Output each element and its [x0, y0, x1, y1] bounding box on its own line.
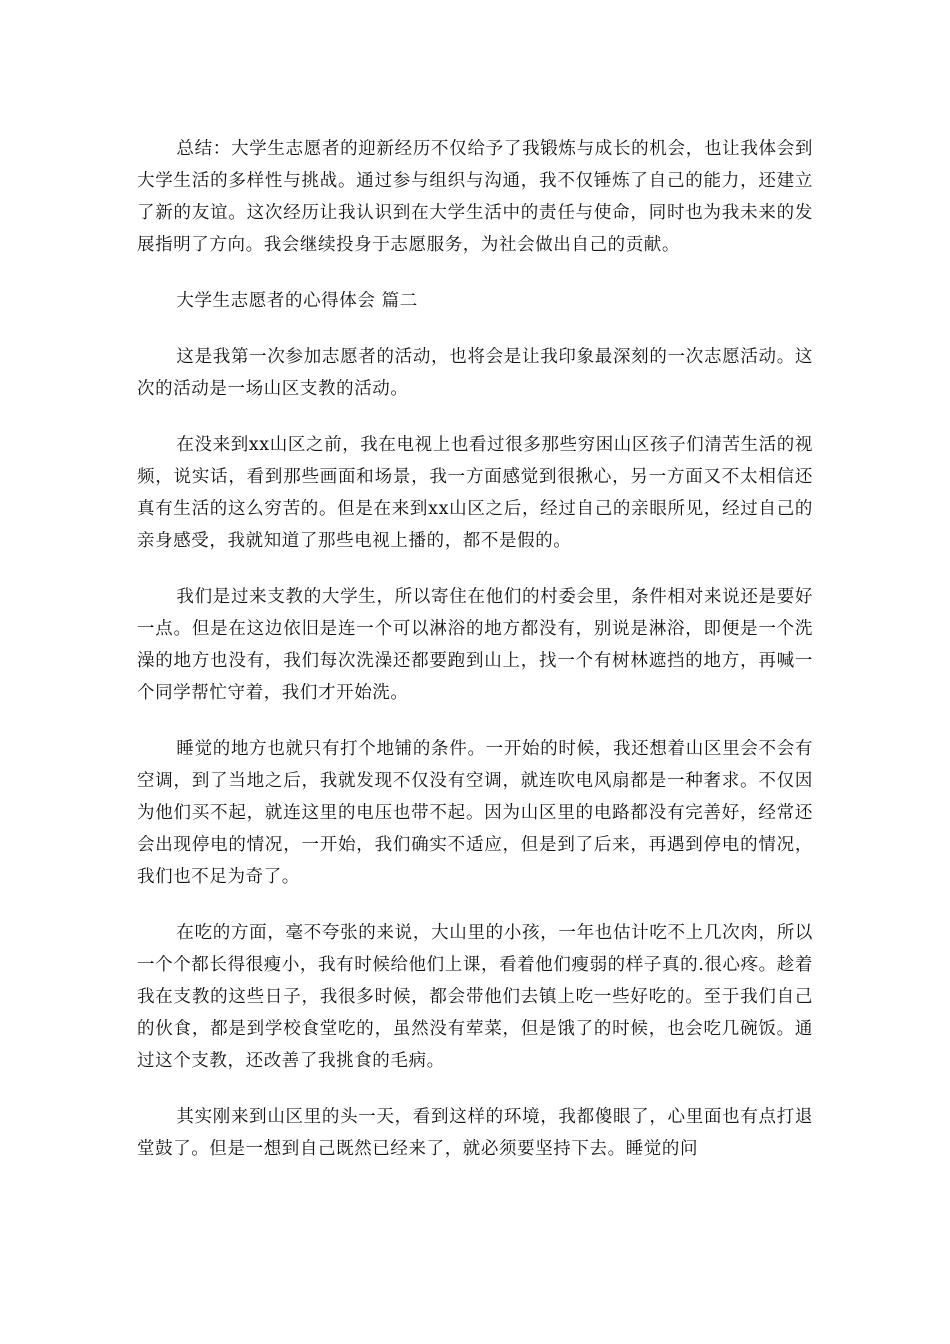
body-paragraph-6: 其实刚来到山区里的头一天，看到这样的环境，我都傻眼了，心里面也有点打退堂鼓了。但是一想到自己既然已经来了，就必须要坚持下去。睡觉的问	[137, 1107, 813, 1159]
body-paragraph-3: 我们是过来支教的大学生，所以寄住在他们的村委会里，条件相对来说还是要好一点。但是在这边依旧是连一个可以淋浴的地方都没有，别说是淋浴，即便是一个洗澡的地方也没有，我们每次洗澡还都要跑到山上，找一个有树林遮挡的地方，再喊一个同学帮忙守着，我们才开始洗。	[137, 587, 813, 703]
document-body	[137, 133, 813, 1165]
summary-paragraph: 总结：大学生志愿者的迎新经历不仅给予了我锻炼与成长的机会，也让我体会到大学生活的多样性与挑战。通过参与组织与沟通，我不仅锤炼了自己的能力，还建立了新的友谊。这次经历让我认识到在大学生活中的责任与使命，同时也为我未来的发展指明了方向。我会继续投身于志愿服务，为社会做出自己的贡献。	[137, 139, 813, 255]
body-paragraph-5: 在吃的方面，毫不夸张的来说，大山里的小孩，一年也估计吃不上几次肉，所以一个个都长得很瘦小，我有时候给他们上课，看着他们瘦弱的样子真的.很心疼。趁着我在支教的这些日子，我很多时候，都会带他们去镇上吃一些好吃的。至于我们自己的伙食，都是到学校食堂吃的，虽然没有荤菜，但是饿了的时候，也会吃几碗饭。通过这个支教，还改善了我挑食的毛病。	[137, 923, 813, 1071]
body-paragraph-1: 这是我第一次参加志愿者的活动，也将会是让我印象最深刻的一次志愿活动。这次的活动是一场山区支教的活动。	[137, 347, 813, 399]
section-heading: 大学生志愿者的心得体会 篇二	[176, 291, 418, 311]
body-paragraph-4: 睡觉的地方也就只有打个地铺的条件。一开始的时候，我还想着山区里会不会有空调，到了当地之后，我就发现不仅没有空调，就连吹电风扇都是一种奢求。不仅因为他们买不起，就连这里的电压也带不起。因为山区里的电路都没有完善好，经常还会出现停电的情况，一开始，我们确实不适应，但是到了后来，再遇到停电的情况，我们也不足为奇了。	[137, 739, 813, 887]
body-paragraph-2: 在没来到xx山区之前，我在电视上也看过很多那些穷困山区孩子们清苦生活的视频，说实话，看到那些画面和场景，我一方面感觉到很揪心，另一方面又不太相信还真有生活的这么穷苦的。但是在来到xx山区之后，经过自己的亲眼所见，经过自己的亲身感受，我就知道了那些电视上播的，都不是假的。	[137, 435, 813, 551]
